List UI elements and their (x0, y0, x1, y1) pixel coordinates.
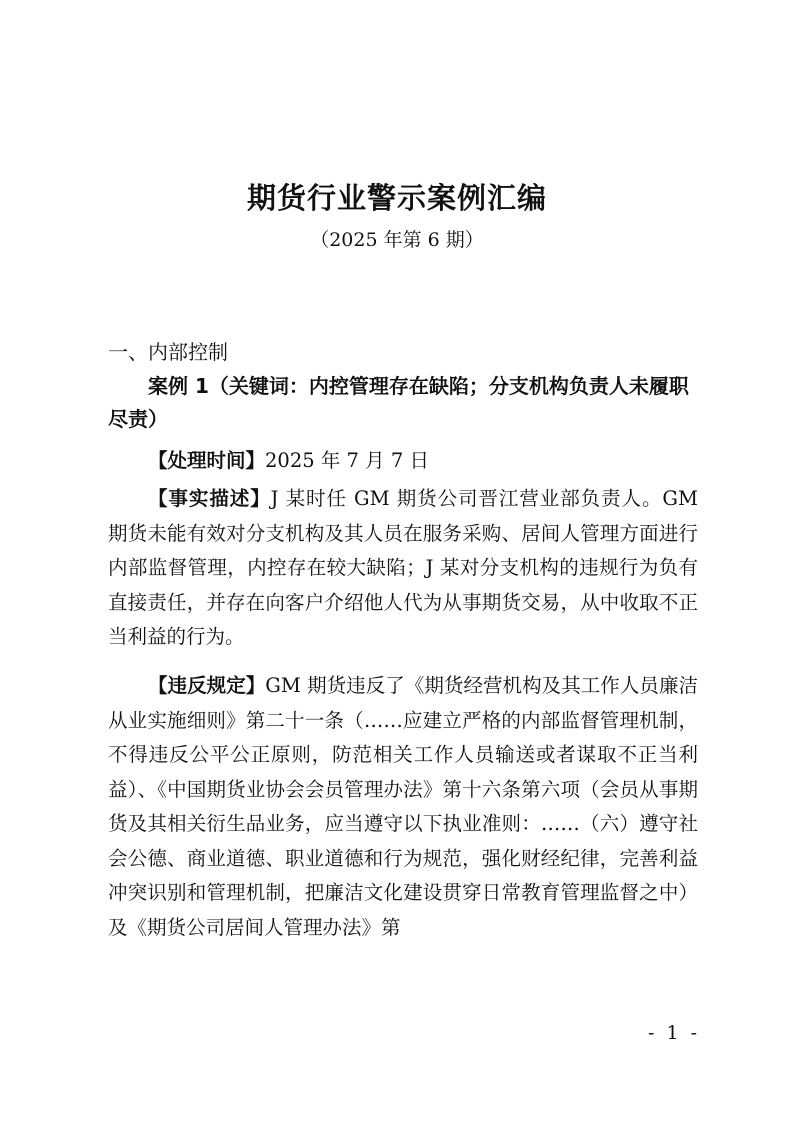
section-heading: 一、内部控制 (108, 340, 228, 364)
processing-time-label: 【处理时间】 (148, 449, 266, 472)
processing-time-paragraph (108, 444, 698, 479)
fact-description-paragraph (108, 482, 698, 655)
violation-rule-label: 【违反规定】 (148, 674, 266, 697)
case-title: 案例 1（关键词：内控管理存在缺陷；分支机构负责人未履职尽责） (108, 374, 689, 431)
fact-description-label: 【事实描述】 (148, 487, 271, 510)
document-title: 期货行业警示案例汇编 (246, 181, 547, 215)
page-number: - 1 - (648, 1022, 701, 1044)
violation-rule-text: GM 期货违反了《期货经营机构及其工作人员廉洁从业实施细则》第二十一条（……应建立严格的内部监督管理机制，不得违反公平公正原则，防范相关工作人员输送或者谋取不正当利益）、《中国期货业协会会员管理办法》第十六条第六项（会员从事期货及其相关衍生品业务，应当遵守以下执业准则：……（六）遵守社会公德、商业道德、职业道德和行为规范，强化财经纪律，完善利益冲突识别和管理机制，把廉洁文化建设贯穿日常教育管理监督之中）及《期货公司居间人管理办法》第 (108, 674, 698, 939)
fact-description-text: J 某时任 GM 期货公司晋江营业部负责人。GM 期货未能有效对分支机构及其人员在服务采购、居间人管理方面进行内部监督管理，内控存在较大缺陷；J 某对分支机构的违规行为负有直接责任，并存在向客户介绍他人代为从事期货交易，从中收取不正当利益的行为。 (108, 487, 698, 648)
processing-time-text: 2025 年 7 月 7 日 (265, 449, 429, 472)
document-subtitle: （2025 年第 6 期） (310, 229, 484, 251)
violation-rule-paragraph (108, 669, 698, 945)
